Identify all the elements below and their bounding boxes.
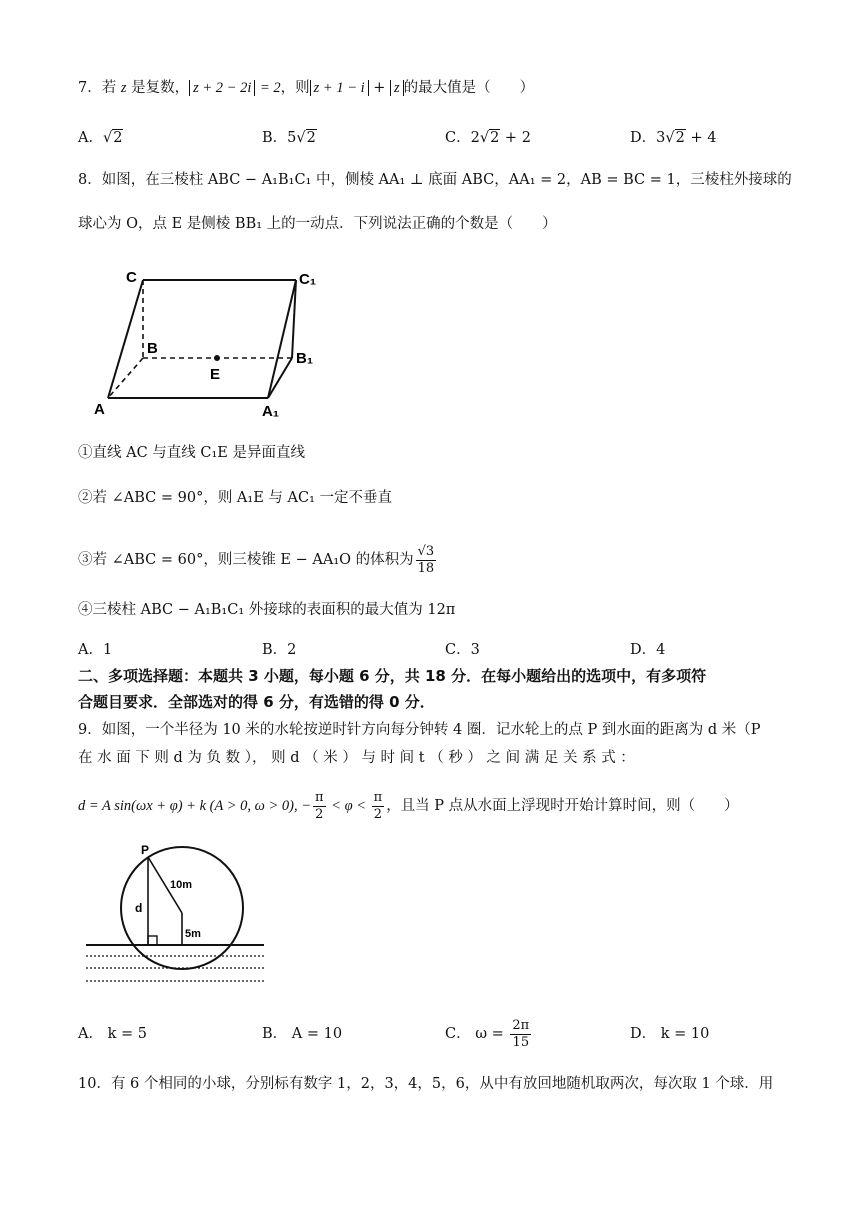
q9-option-a: A． k = 5	[78, 1026, 147, 1042]
point-e	[214, 355, 220, 361]
q7-condition-abs: z + 2 − 2i	[189, 80, 255, 96]
q9-option-b: B． A = 10	[262, 1026, 343, 1042]
q10-stem-line-1: 10．有 6 个相同的小球，分别标有数字 1，2，3，4，5，6，从中有放回地随机取两次，每次取 1 个球．用	[78, 1076, 774, 1092]
q9-water-wheel-figure	[86, 840, 266, 990]
q9-option-c: C． ω = $\frac{2\pi}{15}$	[445, 1017, 530, 1050]
q8-option-d: D．4	[630, 642, 666, 658]
label-c1: C₁	[299, 271, 317, 288]
q7-expr-abs-a: z + 1 − i	[310, 80, 369, 96]
q9-stem-line-3: d = A sin(ωx + φ) + k (A > 0, ω > 0), − $\frac{\pi}{2}$ < φ < $\frac{\pi}{2}$ ，且当 P 点从水面上浮现时开始计算时间，则（ ）	[78, 789, 739, 822]
q7-stem: 7．若 z 是复数， z + 2 − 2i = 2，则 z + 1 − i + z 的最大值是（ ）	[78, 80, 535, 96]
q7-expr-abs-b: z	[390, 80, 404, 96]
q9-stem-line-2: 在 水 面 下 则 d 为 负 数 ）， 则 d （ 米 ） 与 时 间 t （ 秒 ） 之 间 满 足 关 系 式 ：	[78, 750, 635, 766]
label-c: C	[126, 269, 137, 286]
q7-option-c: C．2√2 + 2	[445, 130, 531, 146]
q8-prism-figure	[88, 262, 318, 427]
label-a: A	[94, 401, 105, 418]
q8-statement-1: ①直线 AC 与直线 C₁E 是异面直线	[78, 445, 305, 461]
q7-option-b: B．5√2	[262, 130, 316, 146]
label-e: E	[210, 366, 221, 383]
q8-option-c: C．3	[445, 642, 480, 658]
q9-option-d: D． k = 10	[630, 1026, 710, 1042]
label-a1: A₁	[262, 403, 280, 420]
q8-statement-3: ③若 ∠ABC = 60°，则三棱锥 E − AA₁O 的体积为 $\frac{√3}{18}$	[78, 543, 435, 576]
q8-option-b: B．2	[262, 642, 297, 658]
q8-stem-line-1: 8．如图，在三棱柱 ABC − A₁B₁C₁ 中，侧棱 AA₁ ⊥ 底面 ABC，AA₁ = 2，AB = BC = 1，三棱柱外接球的	[78, 172, 792, 188]
section-2-heading-line-1: 二、多项选择题：本题共 3 小题，每小题 6 分，共 18 分．在每小题给出的选项中，有多项符	[78, 667, 707, 685]
q7-option-a: A．√2	[78, 130, 123, 146]
label-p: P	[141, 843, 150, 857]
label-b: B	[147, 340, 158, 357]
q8-statement-2: ②若 ∠ABC = 90°，则 A₁E 与 AC₁ 一定不垂直	[78, 490, 393, 506]
section-2-heading-line-2: 合题目要求．全部选对的得 6 分，有选错的得 0 分．	[78, 693, 435, 711]
q7-option-d: D．3√2 + 4	[630, 130, 717, 146]
label-d: d	[135, 901, 143, 915]
q9-stem-line-1: 9．如图，一个半径为 10 米的水轮按逆时针方向每分钟转 4 圈．记水轮上的点 P 到水面的距离为 d 米（P	[78, 722, 761, 738]
q8-option-a: A．1	[78, 642, 113, 658]
q8-statement-4: ④三棱柱 ABC − A₁B₁C₁ 外接球的表面积的最大值为 12π	[78, 602, 456, 618]
q8-stem-line-2: 球心为 O，点 E 是侧棱 BB₁ 上的一动点．下列说法正确的个数是（ ）	[78, 216, 557, 232]
label-height: 5m	[185, 928, 201, 940]
label-b1: B₁	[296, 350, 314, 367]
label-radius: 10m	[170, 879, 193, 891]
